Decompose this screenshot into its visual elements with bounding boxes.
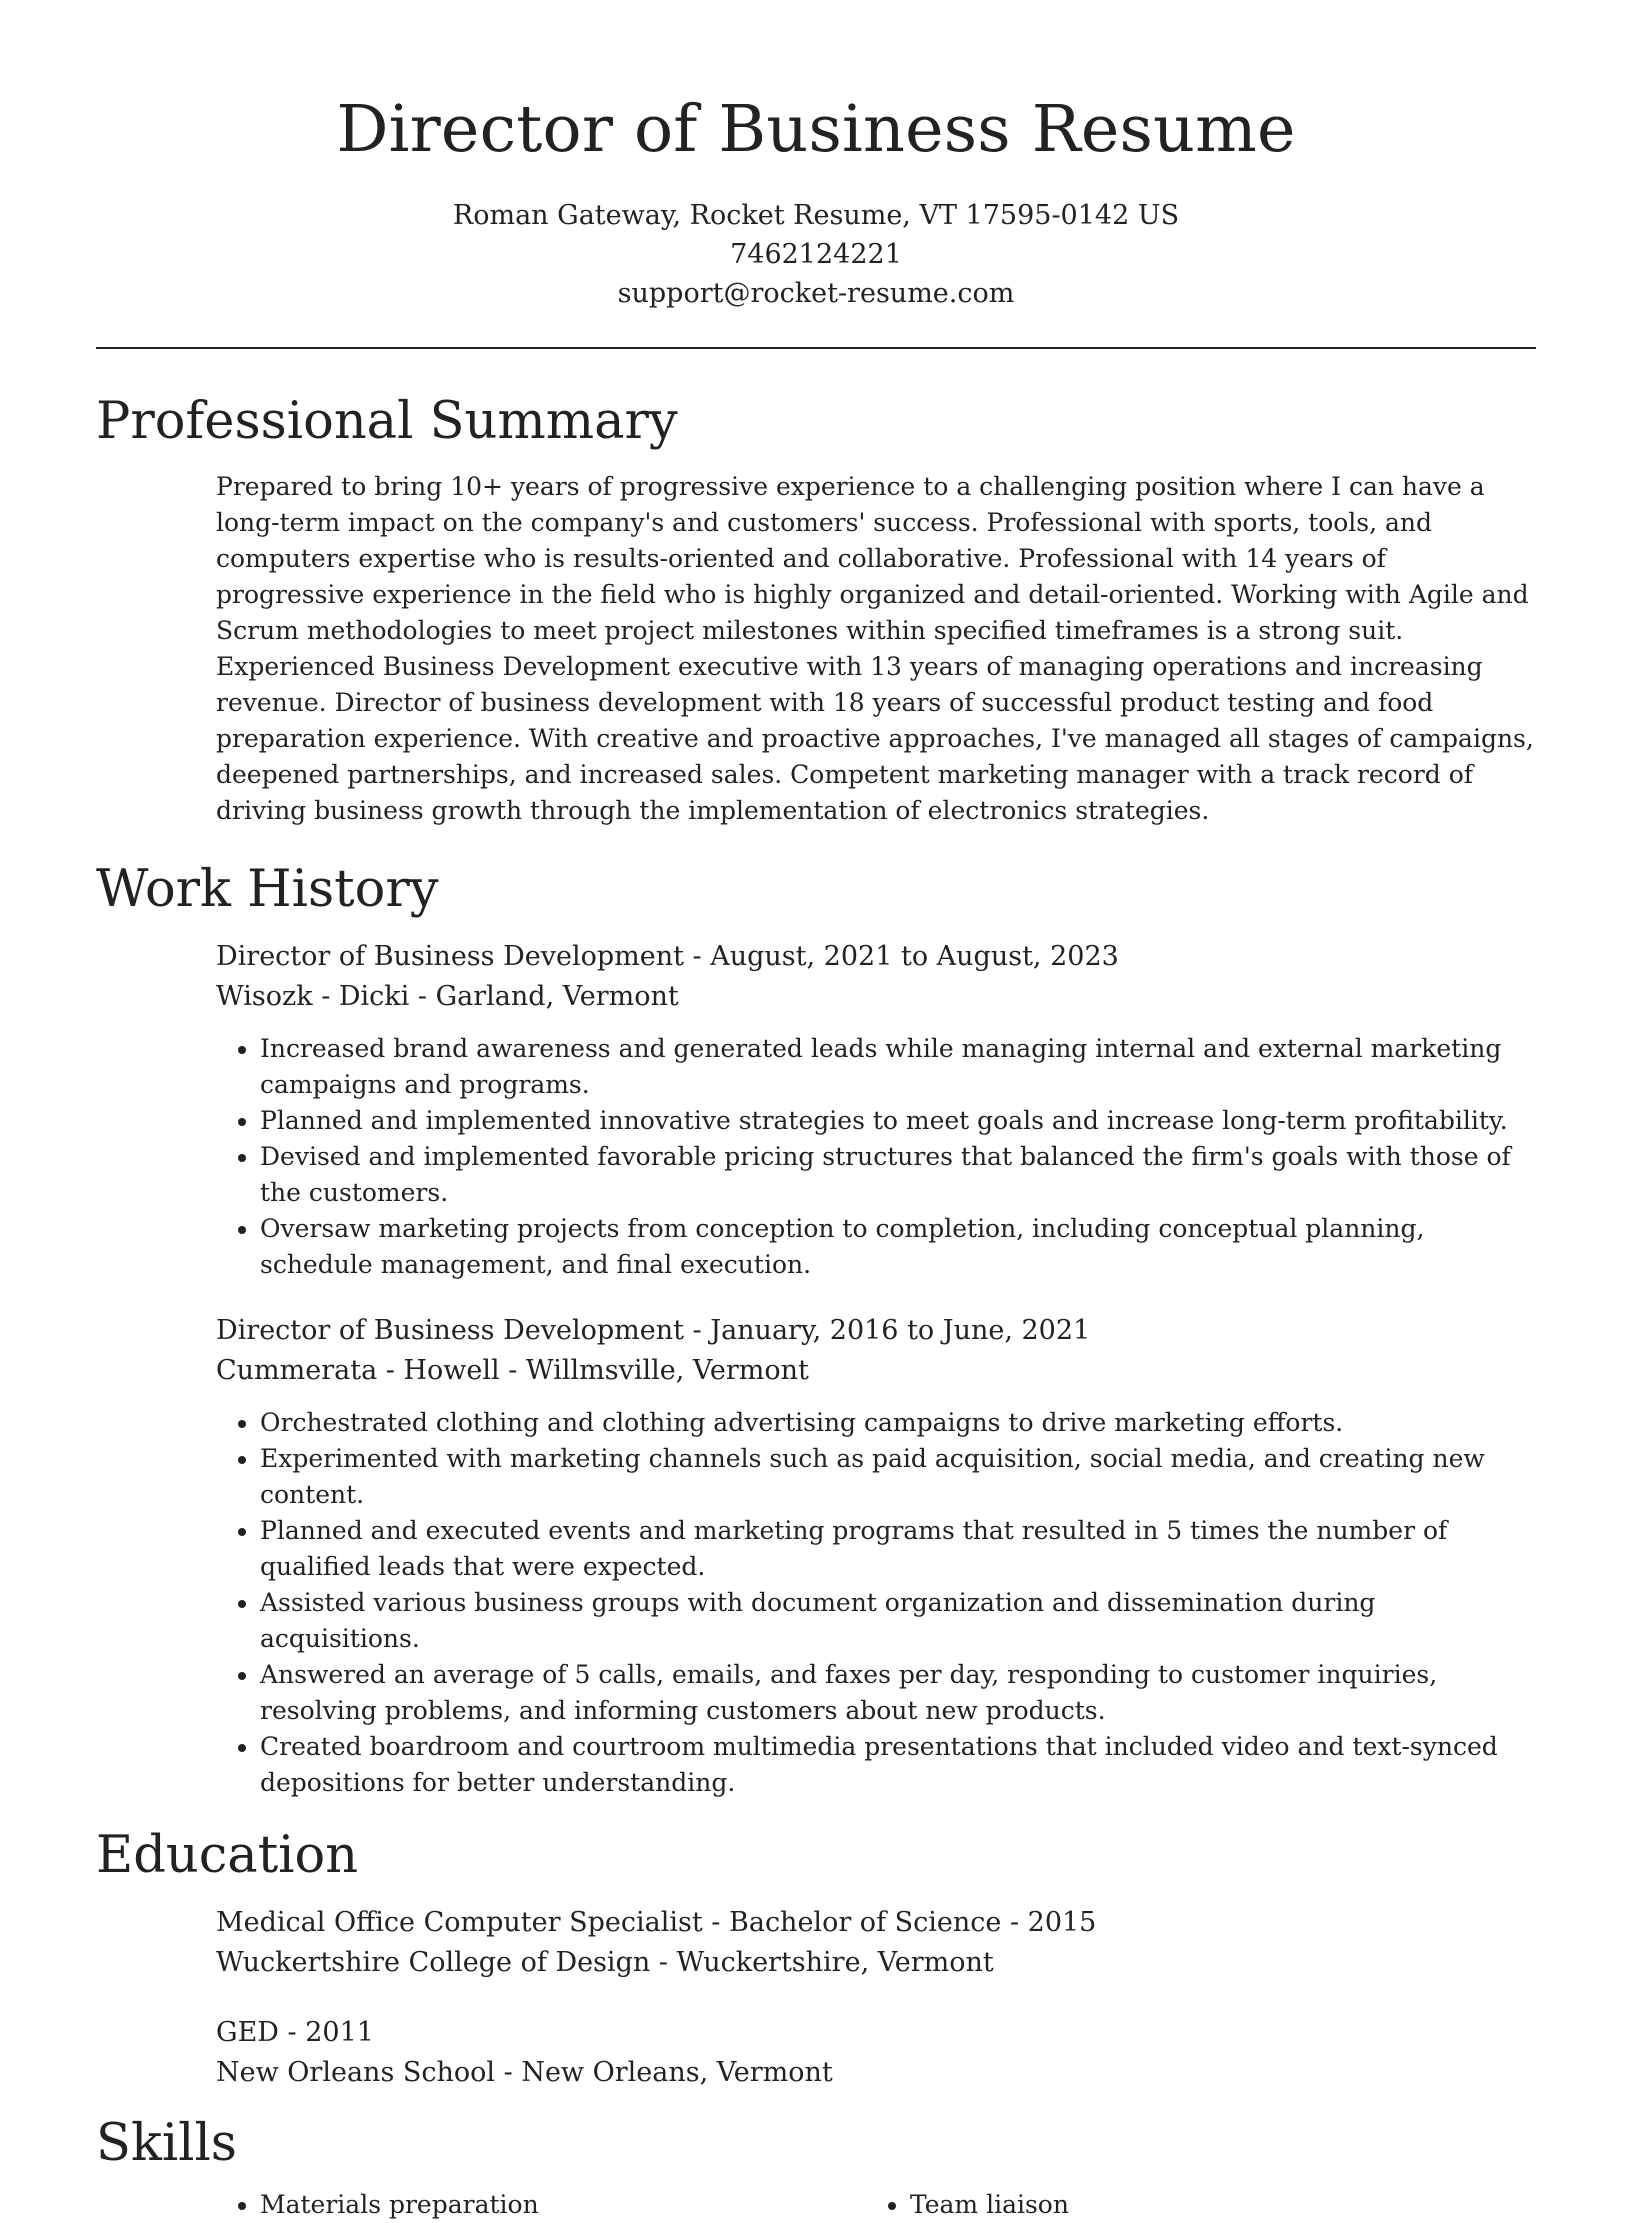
job-company: Cummerata - Howell [216, 1355, 500, 1386]
skills-list [216, 2187, 866, 2223]
education-school-line [216, 2053, 1536, 2093]
job-location: - Garland, Vermont [409, 981, 679, 1012]
education-degree: Medical Office Computer Specialist - Bachelor of Science - 2015 [216, 1907, 1097, 1938]
summary-section [96, 387, 1536, 829]
job-duty: • Assisted various business groups with document organization and dissemination during acquisitions. [260, 1585, 1536, 1657]
job-entry [216, 937, 1536, 1283]
education-heading: Education [96, 1826, 359, 1885]
education-location: - New Orleans, Vermont [495, 2057, 833, 2088]
job-entry [216, 1311, 1536, 1801]
job-title: Director of Business Development [216, 1315, 684, 1346]
skill-item: • Materials preparation [260, 2187, 866, 2223]
header-divider [96, 347, 1536, 349]
job-duty: • Experimented with marketing channels such as paid acquisition, social media, and creating new content. [260, 1441, 1536, 1513]
job-title: Director of Business Development [216, 941, 684, 972]
summary-heading: Professional Summary [96, 392, 678, 451]
resume-title: Director of Business Resume [336, 92, 1296, 167]
job-duties-list [216, 1405, 1536, 1801]
job-company-line [216, 1351, 1536, 1391]
skills-column-left [216, 2187, 866, 2223]
education-section [96, 1821, 1536, 2093]
education-entry [216, 1903, 1536, 1983]
job-duty: • Oversaw marketing projects from conception to completion, including conceptual planning, schedule management, and final execution. [260, 1211, 1536, 1283]
resume-header [96, 0, 1536, 313]
education-entry [216, 2013, 1536, 2093]
skills-section [96, 2109, 1536, 2223]
job-dates: - January, 2016 to June, 2021 [683, 1315, 1091, 1346]
resume-page [96, 0, 1536, 2223]
skills-list [866, 2187, 1516, 2223]
education-school: Wuckertshire College of Design [216, 1947, 651, 1978]
job-dates: - August, 2021 to August, 2023 [683, 941, 1119, 972]
job-location: - Willmsville, Vermont [499, 1355, 809, 1386]
job-duty: • Orchestrated clothing and clothing advertising campaigns to drive marketing efforts. [260, 1405, 1536, 1441]
job-title-line [216, 1311, 1536, 1351]
work-history-section [96, 855, 1536, 1801]
contact-address: Roman Gateway, Rocket Resume, VT 17595-0142 US [452, 200, 1180, 231]
job-title-line [216, 937, 1536, 977]
education-school: New Orleans School [216, 2057, 496, 2088]
job-duty: • Devised and implemented favorable pricing structures that balanced the firm's goals with those of the customers. [260, 1139, 1536, 1211]
job-duty: • Increased brand awareness and generated leads while managing internal and external marketing campaigns and programs. [260, 1031, 1536, 1103]
skill-item: • Team liaison [910, 2187, 1516, 2223]
job-duty: • Answered an average of 5 calls, emails, and faxes per day, responding to customer inquiries, resolving problems, and informing customers about new products. [260, 1657, 1536, 1729]
work-history-heading: Work History [96, 860, 439, 919]
contact-phone: 7462124221 [730, 239, 902, 270]
skills-heading: Skills [96, 2114, 237, 2173]
contact-email: support@rocket-resume.com [617, 278, 1015, 309]
job-duty: • Planned and executed events and marketing programs that resulted in 5 times the number of qualified leads that were expected. [260, 1513, 1536, 1585]
job-duties-list [216, 1031, 1536, 1283]
job-company: Wisozk - Dicki [216, 981, 410, 1012]
education-degree: GED - 2011 [216, 2017, 374, 2048]
skills-column-right [866, 2187, 1516, 2223]
job-duty: • Created boardroom and courtroom multimedia presentations that included video and text-synced depositions for better understanding. [260, 1729, 1536, 1801]
education-school-line [216, 1943, 1536, 1983]
education-location: - Wuckertshire, Vermont [650, 1947, 994, 1978]
job-company-line [216, 977, 1536, 1017]
job-duty: • Planned and implemented innovative strategies to meet goals and increase long-term profitability. [260, 1103, 1536, 1139]
summary-text: Prepared to bring 10+ years of progressive experience to a challenging position where I can have a long-term impact on the company's and customers' success. Professional with sports, tools, and computers expertise who is results-oriented and collaborative. Professional with 14 years of progressive experience in the field who is highly organized and detail-oriented. Working with Agile and Scrum methodologies to meet project milestones within specified timeframes is a strong suit. Experienced Business Development executive with 13 years of managing operations and increasing revenue. Director of business development with 18 years of successful product testing and food preparation experience. With creative and proactive approaches, I've managed all stages of campaigns, deepened partnerships, and increased sales. Competent marketing manager with a track record of driving business growth through the implementation of electronics strategies. [216, 472, 1534, 825]
